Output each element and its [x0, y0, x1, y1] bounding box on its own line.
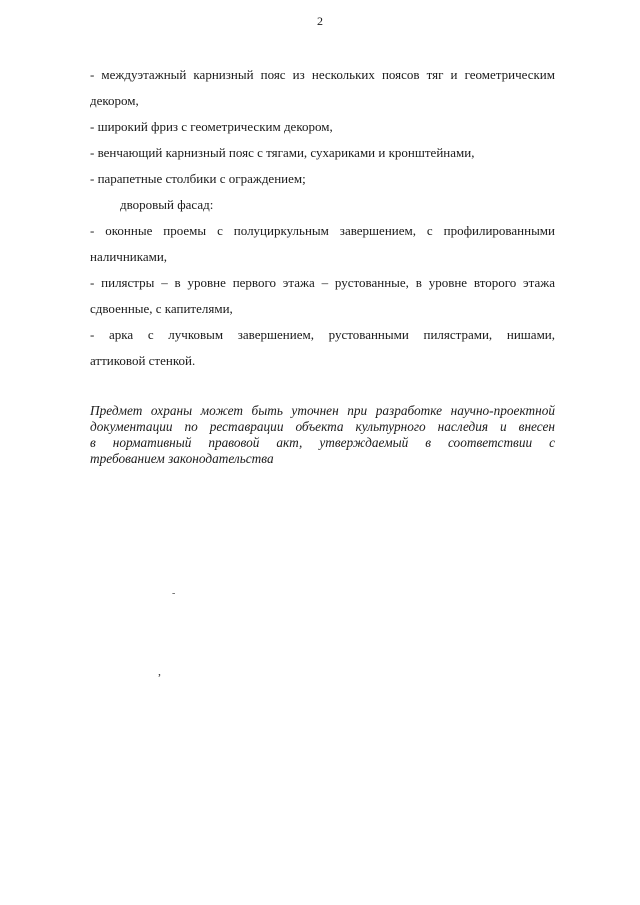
- text-line: - междуэтажный карнизный пояс из нескольких поясов тяг и геометрическим: [90, 67, 555, 82]
- scan-speck: ,: [158, 664, 161, 678]
- note-line: в нормативный правовой акт, утверждаемый в соответствии с: [90, 435, 555, 450]
- note-paragraph: [90, 403, 555, 467]
- text-line: сдвоенные, с капителями,: [90, 301, 233, 316]
- note-line: Предмет охраны может быть уточнен при разработке научно-проектной: [90, 403, 555, 418]
- text-line: - пилястры – в уровне первого этажа – рустованные, в уровне второго этажа: [90, 275, 555, 290]
- note-line: требованием законодательства: [90, 451, 274, 466]
- body-text: [90, 62, 555, 374]
- text-line: аттиковой стенкой.: [90, 353, 196, 368]
- section-heading: дворовый фасад:: [120, 197, 214, 212]
- text-line: - широкий фриз с геометрическим декором,: [90, 119, 333, 134]
- page-number: 2: [317, 14, 323, 28]
- text-line: - арка с лучковым завершением, рустованными пилястрами, нишами,: [90, 327, 555, 342]
- text-line: - оконные проемы с полуциркульным завершением, с профилированными: [90, 223, 555, 238]
- text-line: - венчающий карнизный пояс с тягами, сухариками и кронштейнами,: [90, 145, 475, 160]
- text-line: декором,: [90, 93, 139, 108]
- text-line: - парапетные столбики с ограждением;: [90, 171, 306, 186]
- text-line: наличниками,: [90, 249, 168, 264]
- note-line: документации по реставрации объекта культурного наследия и внесен: [90, 419, 555, 434]
- scan-speck: -: [172, 588, 176, 599]
